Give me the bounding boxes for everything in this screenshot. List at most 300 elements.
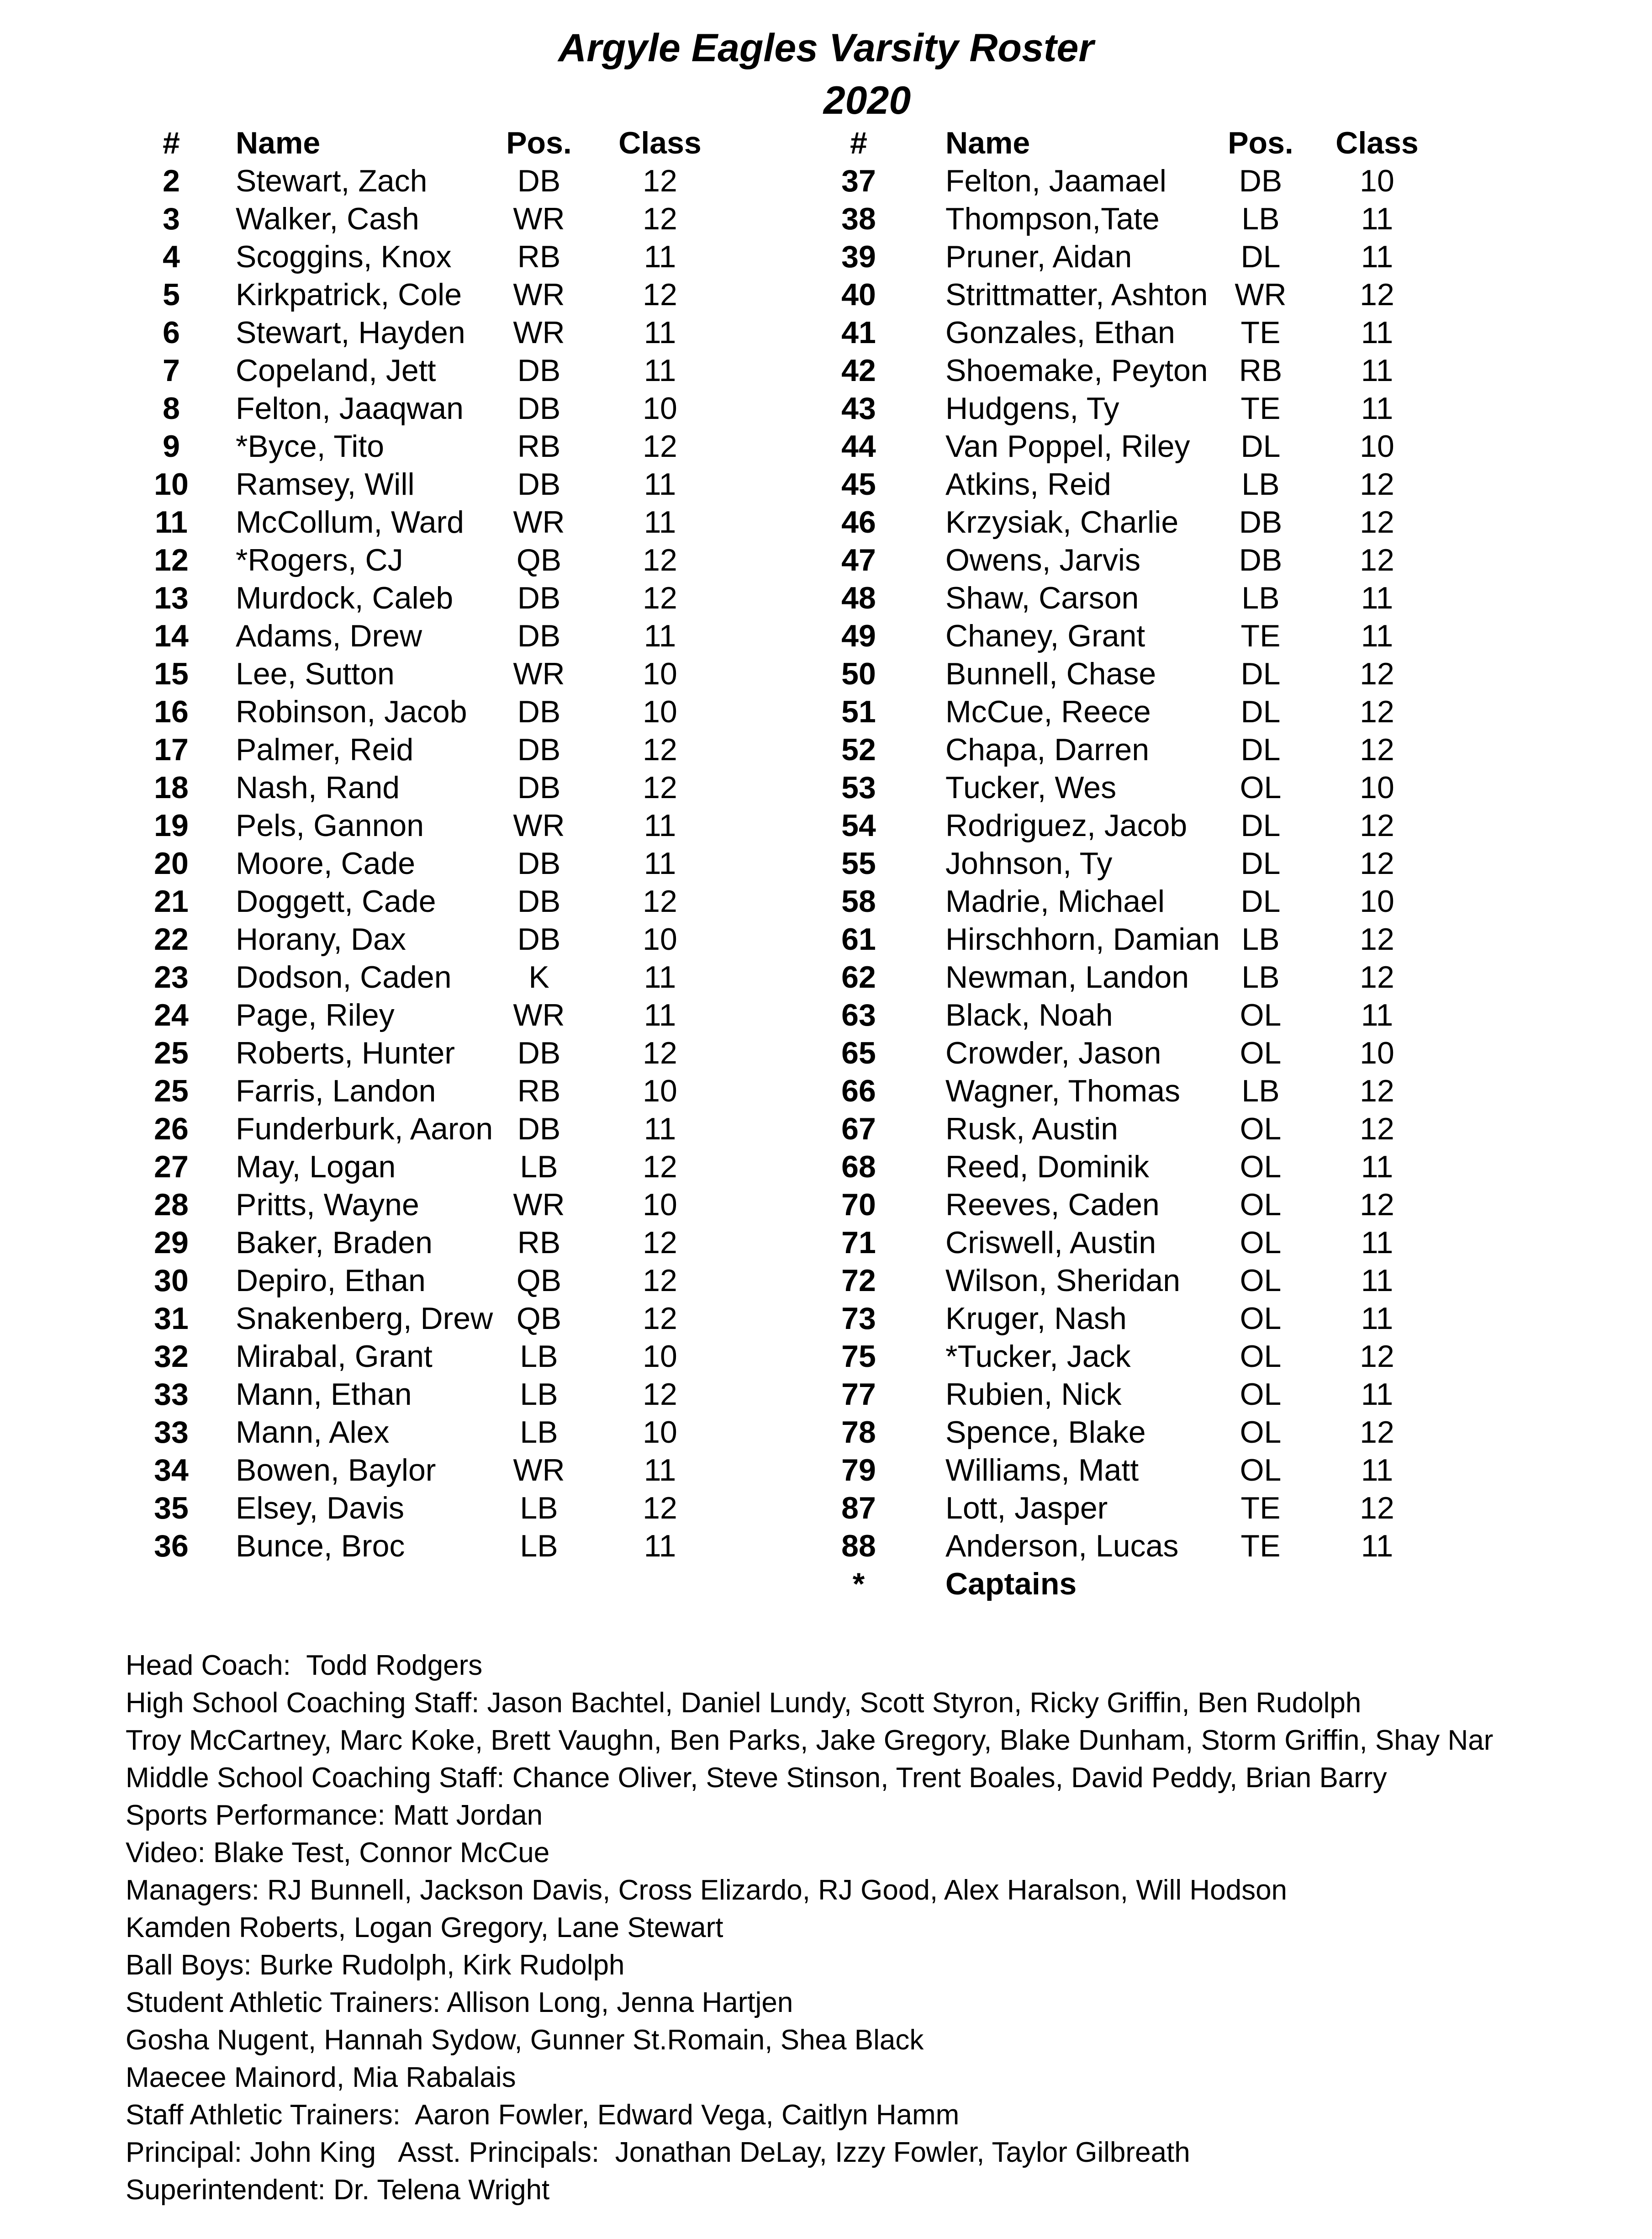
player-name: Pels, Gannon [236, 808, 424, 843]
player-position: WR [513, 505, 565, 540]
player-class: 11 [1361, 1225, 1393, 1260]
player-name: Anderson, Lucas [945, 1529, 1179, 1563]
staff-line: Middle School Coaching Staff: Chance Oliver, Steve Stinson, Trent Boales, David Peddy, Brian Barry [126, 1762, 1387, 1794]
player-position: DB [517, 164, 561, 198]
player-class: 10 [643, 1415, 677, 1450]
player-class: 12 [643, 732, 677, 767]
player-class: 12 [643, 164, 677, 198]
player-name: Walker, Cash [236, 201, 419, 236]
player-name: Felton, Jaamael [945, 164, 1166, 198]
player-class: 10 [1360, 884, 1394, 919]
player-position: RB [517, 429, 561, 464]
player-number: 14 [154, 619, 189, 653]
player-number: 9 [163, 429, 180, 464]
player-number: 63 [841, 998, 876, 1032]
table-row [137, 466, 735, 503]
player-name: Robinson, Jacob [236, 694, 467, 729]
player-number: 23 [154, 960, 189, 995]
table-row [137, 921, 735, 958]
player-position: DB [517, 732, 561, 767]
table-row [824, 276, 1446, 314]
player-position: DB [517, 1112, 561, 1146]
player-name: Hirschhorn, Damian [945, 922, 1220, 957]
player-name: Stewart, Hayden [236, 315, 465, 350]
player-name: Lee, Sutton [236, 656, 395, 691]
player-position: DB [517, 391, 561, 426]
player-name: Dodson, Caden [236, 960, 452, 995]
player-class: 11 [644, 846, 676, 881]
player-name: Newman, Landon [945, 960, 1189, 995]
player-number: 33 [154, 1377, 189, 1412]
player-name: Thompson,Tate [945, 201, 1160, 236]
player-number: 46 [841, 505, 876, 540]
player-number: 7 [163, 353, 180, 388]
player-class: 11 [644, 353, 676, 388]
player-number: 72 [841, 1263, 876, 1298]
player-position: DB [517, 619, 561, 653]
player-number: 87 [841, 1491, 876, 1525]
roster-rows-right [824, 162, 1446, 1565]
player-name: Wilson, Sheridan [945, 1263, 1181, 1298]
player-number: 78 [841, 1415, 876, 1450]
player-number: 22 [154, 922, 189, 957]
table-row [824, 1489, 1446, 1527]
player-name: Owens, Jarvis [945, 543, 1140, 577]
player-class: 11 [644, 315, 676, 350]
table-row [137, 958, 735, 996]
player-name: Copeland, Jett [236, 353, 436, 388]
table-row [824, 200, 1446, 238]
player-position: RB [517, 1074, 561, 1108]
player-position: QB [516, 1263, 562, 1298]
player-class: 12 [643, 1491, 677, 1525]
player-position: TE [1240, 391, 1281, 426]
player-number: 53 [841, 770, 876, 805]
table-row [137, 1072, 735, 1110]
player-class: 10 [643, 391, 677, 426]
player-position: TE [1240, 1529, 1281, 1563]
player-number: 17 [154, 732, 189, 767]
player-class: 10 [1360, 429, 1394, 464]
player-position: K [528, 960, 549, 995]
table-row [824, 1110, 1446, 1148]
table-row [137, 200, 735, 238]
player-position: TE [1240, 1491, 1281, 1525]
player-number: 20 [154, 846, 189, 881]
player-class: 12 [1360, 922, 1394, 957]
player-name: Hudgens, Ty [945, 391, 1119, 426]
player-class: 10 [643, 694, 677, 729]
player-number: 70 [841, 1187, 876, 1222]
player-position: OL [1240, 1112, 1282, 1146]
player-name: Van Poppel, Riley [945, 429, 1190, 464]
player-position: OL [1240, 1036, 1282, 1070]
table-row [137, 769, 735, 807]
player-class: 12 [643, 201, 677, 236]
player-name: McCollum, Ward [236, 505, 464, 540]
staff-line: Student Athletic Trainers: Allison Long, Jenna Hartjen [126, 1987, 793, 2018]
player-class: 12 [643, 1149, 677, 1184]
player-class: 12 [1360, 1339, 1394, 1374]
table-row [824, 314, 1446, 352]
player-name: Krzysiak, Charlie [945, 505, 1179, 540]
player-number: 65 [841, 1036, 876, 1070]
table-row [137, 390, 735, 428]
player-position: LB [1241, 581, 1280, 615]
player-class: 12 [643, 429, 677, 464]
table-row [824, 352, 1446, 390]
player-position: LB [520, 1529, 558, 1563]
table-row [137, 1224, 735, 1262]
table-row [824, 1148, 1446, 1186]
player-position: RB [1239, 353, 1283, 388]
player-position: OL [1240, 1301, 1282, 1336]
player-position: DB [1239, 543, 1283, 577]
player-class: 11 [644, 505, 676, 540]
header-number: # [163, 126, 180, 160]
player-class: 11 [644, 239, 676, 274]
table-row [137, 1262, 735, 1300]
player-name: Reed, Dominik [945, 1149, 1149, 1184]
player-name: Stewart, Zach [236, 164, 428, 198]
document-title: Argyle Eagles Varsity Roster [558, 26, 1094, 70]
player-position: LB [520, 1377, 558, 1412]
player-name: McCue, Reece [945, 694, 1151, 729]
player-number: 33 [154, 1415, 189, 1450]
table-row [824, 390, 1446, 428]
table-row [824, 238, 1446, 276]
player-class: 11 [1361, 998, 1393, 1032]
player-number: 3 [163, 201, 180, 236]
staff-line: Managers: RJ Bunnell, Jackson Davis, Cross Elizardo, RJ Good, Alex Haralson, Will Hodson [126, 1874, 1288, 1906]
player-number: 88 [841, 1529, 876, 1563]
player-name: Farris, Landon [236, 1074, 436, 1108]
table-row [824, 1300, 1446, 1338]
player-position: DB [517, 694, 561, 729]
player-number: 75 [841, 1339, 876, 1374]
player-position: DB [517, 922, 561, 957]
player-name: May, Logan [236, 1149, 396, 1184]
player-class: 11 [1361, 1377, 1393, 1412]
player-class: 12 [1360, 277, 1394, 312]
player-class: 11 [644, 467, 676, 502]
player-name: Murdock, Caleb [236, 581, 454, 615]
staff-line: Gosha Nugent, Hannah Sydow, Gunner St.Romain, Shea Black [126, 2024, 924, 2056]
player-number: 5 [163, 277, 180, 312]
player-number: 39 [841, 239, 876, 274]
player-class: 12 [643, 1377, 677, 1412]
player-position: WR [513, 201, 565, 236]
player-number: 24 [154, 998, 189, 1032]
player-position: OL [1240, 1453, 1282, 1487]
player-position: DB [517, 467, 561, 502]
staff-line: Principal: John King Asst. Principals: Jonathan DeLay, Izzy Fowler, Taylor Gilbreath [126, 2137, 1190, 2168]
table-row [824, 883, 1446, 921]
table-row [137, 428, 735, 466]
table-row [137, 1300, 735, 1338]
table-header [137, 124, 735, 162]
player-class: 11 [644, 1112, 676, 1146]
player-position: WR [513, 656, 565, 691]
player-number: 31 [154, 1301, 189, 1336]
player-number: 19 [154, 808, 189, 843]
player-position: DB [517, 1036, 561, 1070]
player-name: Depiro, Ethan [236, 1263, 426, 1298]
table-row [824, 1186, 1446, 1224]
player-number: 29 [154, 1225, 189, 1260]
player-name: Lott, Jasper [945, 1491, 1108, 1525]
player-class: 12 [1360, 543, 1394, 577]
player-name: Johnson, Ty [945, 846, 1113, 881]
player-number: 32 [154, 1339, 189, 1374]
roster-year: 2020 [823, 79, 911, 122]
table-row [824, 996, 1446, 1034]
staff-line: Staff Athletic Trainers: Aaron Fowler, Edward Vega, Caitlyn Hamm [126, 2099, 960, 2131]
player-name: Bunnell, Chase [945, 656, 1156, 691]
player-position: WR [1235, 277, 1287, 312]
player-number: 6 [163, 315, 180, 350]
staff-line: Ball Boys: Burke Rudolph, Kirk Rudolph [126, 1949, 625, 1981]
player-class: 10 [643, 1074, 677, 1108]
player-class: 11 [644, 1529, 676, 1563]
table-row [137, 1338, 735, 1376]
player-name: Tucker, Wes [945, 770, 1117, 805]
table-row [137, 238, 735, 276]
player-name: Criswell, Austin [945, 1225, 1156, 1260]
player-number: 8 [163, 391, 180, 426]
player-position: RB [517, 1225, 561, 1260]
table-row [824, 541, 1446, 579]
player-name: *Byce, Tito [236, 429, 385, 464]
player-number: 25 [154, 1036, 189, 1070]
player-number: 79 [841, 1453, 876, 1487]
player-class: 11 [644, 998, 676, 1032]
player-class: 12 [1360, 505, 1394, 540]
player-class: 12 [643, 1263, 677, 1298]
player-class: 10 [1360, 770, 1394, 805]
player-class: 12 [1360, 732, 1394, 767]
player-position: DB [517, 884, 561, 919]
staff-line: Troy McCartney, Marc Koke, Brett Vaughn, Ben Parks, Jake Gregory, Blake Dunham, Storm Griffin, Shay Nar [126, 1725, 1494, 1756]
player-position: OL [1240, 1187, 1282, 1222]
player-name: Atkins, Reid [945, 467, 1111, 502]
player-position: OL [1240, 1377, 1282, 1412]
player-position: LB [520, 1149, 558, 1184]
player-class: 11 [644, 808, 676, 843]
player-position: DB [517, 770, 561, 805]
player-class: 10 [1360, 1036, 1394, 1070]
staff-line: Video: Blake Test, Connor McCue [126, 1837, 550, 1868]
player-name: Kruger, Nash [945, 1301, 1127, 1336]
player-number: 71 [841, 1225, 876, 1260]
player-class: 10 [643, 1187, 677, 1222]
roster-table-right [824, 124, 1446, 1603]
player-number: 49 [841, 619, 876, 653]
player-class: 12 [1360, 1491, 1394, 1525]
player-number: 44 [841, 429, 876, 464]
player-class: 11 [1361, 1149, 1393, 1184]
player-class: 12 [1360, 808, 1394, 843]
player-name: Wagner, Thomas [945, 1074, 1181, 1108]
player-class: 11 [1361, 201, 1393, 236]
player-class: 11 [1361, 315, 1393, 350]
table-row [824, 579, 1446, 617]
table-row [824, 731, 1446, 769]
player-position: DL [1240, 656, 1281, 691]
staff-line: Superintendent: Dr. Telena Wright [126, 2174, 550, 2206]
player-class: 12 [1360, 467, 1394, 502]
table-row [137, 617, 735, 655]
captain-symbol: * [852, 1567, 865, 1601]
player-position: LB [1241, 201, 1280, 236]
player-name: Mirabal, Grant [236, 1339, 433, 1374]
table-row [137, 276, 735, 314]
player-position: DL [1240, 884, 1281, 919]
player-number: 27 [154, 1149, 189, 1184]
player-number: 45 [841, 467, 876, 502]
table-row [137, 693, 735, 731]
table-row [824, 1338, 1446, 1376]
player-name: Williams, Matt [945, 1453, 1139, 1487]
table-header [824, 124, 1446, 162]
player-position: DL [1240, 846, 1281, 881]
player-number: 2 [163, 164, 180, 198]
player-class: 12 [643, 770, 677, 805]
player-number: 50 [841, 656, 876, 691]
player-number: 30 [154, 1263, 189, 1298]
header-name: Name [236, 126, 321, 160]
table-row [824, 693, 1446, 731]
player-name: Mann, Alex [236, 1415, 390, 1450]
table-row [824, 617, 1446, 655]
player-number: 73 [841, 1301, 876, 1336]
player-class: 12 [643, 1301, 677, 1336]
player-number: 66 [841, 1074, 876, 1108]
player-class: 12 [643, 1036, 677, 1070]
player-number: 77 [841, 1377, 876, 1412]
player-name: *Tucker, Jack [945, 1339, 1131, 1374]
table-row [824, 845, 1446, 883]
player-class: 12 [1360, 1112, 1394, 1146]
player-position: LB [1241, 960, 1280, 995]
table-row [824, 1413, 1446, 1451]
player-position: LB [520, 1415, 558, 1450]
player-class: 11 [1361, 1529, 1393, 1563]
player-position: OL [1240, 1263, 1282, 1298]
player-number: 47 [841, 543, 876, 577]
player-number: 26 [154, 1112, 189, 1146]
table-row [137, 1034, 735, 1072]
player-position: WR [513, 998, 565, 1032]
player-position: DL [1240, 239, 1281, 274]
table-row [824, 428, 1446, 466]
player-class: 12 [1360, 1187, 1394, 1222]
player-class: 11 [1361, 1453, 1393, 1487]
player-name: Crowder, Jason [945, 1036, 1161, 1070]
player-name: Spence, Blake [945, 1415, 1146, 1450]
player-class: 10 [1360, 164, 1394, 198]
roster-table-left [137, 124, 735, 1565]
player-class: 11 [1361, 1263, 1393, 1298]
staff-list [126, 1647, 1493, 2209]
player-number: 48 [841, 581, 876, 615]
table-row [137, 655, 735, 693]
player-number: 58 [841, 884, 876, 919]
player-name: Shaw, Carson [945, 581, 1139, 615]
staff-line: Kamden Roberts, Logan Gregory, Lane Stewart [126, 1912, 723, 1943]
player-position: OL [1240, 770, 1282, 805]
table-row [137, 1527, 735, 1565]
table-row [824, 503, 1446, 541]
table-row [824, 655, 1446, 693]
table-row [137, 1451, 735, 1489]
player-position: DB [1239, 505, 1283, 540]
player-number: 28 [154, 1187, 189, 1222]
captain-label: Captains [945, 1567, 1077, 1601]
captains-legend [824, 1565, 1446, 1603]
player-number: 25 [154, 1074, 189, 1108]
player-position: OL [1240, 998, 1282, 1032]
table-row [824, 1034, 1446, 1072]
table-row [137, 807, 735, 845]
player-position: OL [1240, 1225, 1282, 1260]
player-number: 52 [841, 732, 876, 767]
player-position: DB [517, 581, 561, 615]
player-name: Reeves, Caden [945, 1187, 1160, 1222]
player-number: 34 [154, 1453, 189, 1487]
player-position: TE [1240, 315, 1281, 350]
table-row [824, 1072, 1446, 1110]
player-name: *Rogers, CJ [236, 543, 403, 577]
player-position: TE [1240, 619, 1281, 653]
player-number: 38 [841, 201, 876, 236]
player-class: 10 [643, 1339, 677, 1374]
player-class: 11 [1361, 353, 1393, 388]
player-name: Scoggins, Knox [236, 239, 452, 274]
player-class: 12 [1360, 656, 1394, 691]
player-class: 12 [1360, 1074, 1394, 1108]
player-number: 15 [154, 656, 189, 691]
player-class: 11 [1361, 239, 1393, 274]
table-row [824, 466, 1446, 503]
player-position: LB [1241, 922, 1280, 957]
player-name: Black, Noah [945, 998, 1113, 1032]
player-position: LB [520, 1491, 558, 1525]
player-position: DB [1239, 164, 1283, 198]
player-number: 4 [163, 239, 180, 274]
player-class: 12 [643, 884, 677, 919]
player-name: Madrie, Michael [945, 884, 1165, 919]
player-name: Horany, Dax [236, 922, 406, 957]
table-row [824, 1451, 1446, 1489]
player-name: Rusk, Austin [945, 1112, 1118, 1146]
player-position: DB [517, 353, 561, 388]
player-number: 67 [841, 1112, 876, 1146]
table-row [137, 579, 735, 617]
roster-rows-left [137, 162, 735, 1565]
player-position: OL [1240, 1415, 1282, 1450]
player-name: Gonzales, Ethan [945, 315, 1175, 350]
staff-line: Head Coach: Todd Rodgers [126, 1650, 483, 1681]
staff-line: Maecee Mainord, Mia Rabalais [126, 2062, 516, 2093]
player-name: Felton, Jaaqwan [236, 391, 464, 426]
player-number: 36 [154, 1529, 189, 1563]
player-number: 54 [841, 808, 876, 843]
table-row [137, 883, 735, 921]
player-position: QB [516, 1301, 562, 1336]
player-class: 12 [643, 581, 677, 615]
staff-line: High School Coaching Staff: Jason Bachtel, Daniel Lundy, Scott Styron, Ricky Griffin, Ben Rudolph [126, 1687, 1362, 1719]
